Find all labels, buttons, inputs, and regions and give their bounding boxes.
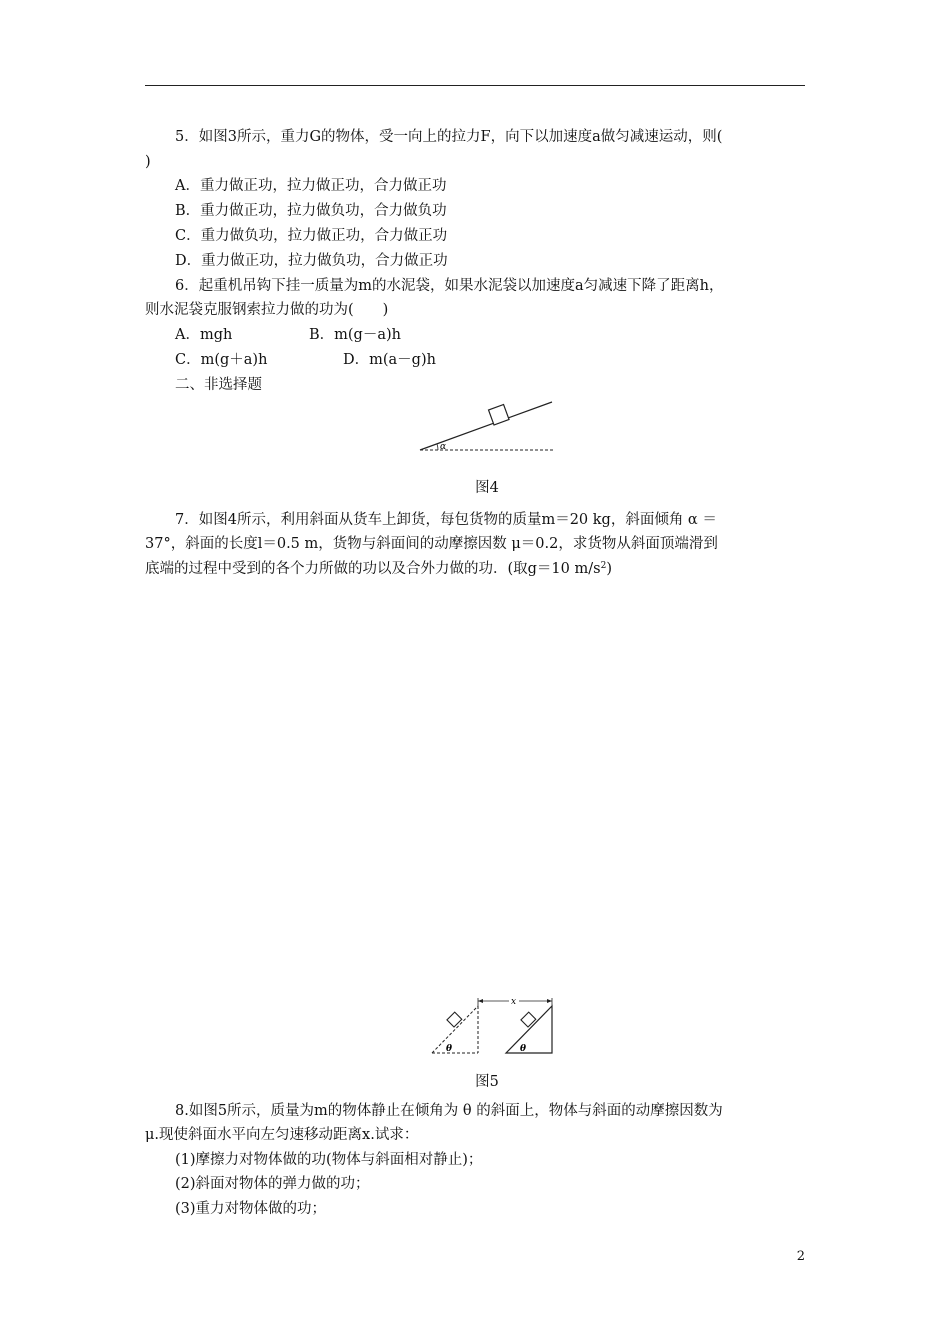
q8-item-1: (1)摩擦力对物体做的功(物体与斜面相对静止)； [175,1152,483,1168]
page-number: 2 [796,1249,805,1264]
q8-item-3: (3)重力对物体做的功； [175,1201,327,1217]
q7-line3-text: 底端的过程中受到的各个力所做的功以及合外力做的功．(取g＝10 m/s [145,561,601,577]
fig5-distance-label: x [511,997,517,1007]
q5-stem-line1: 5．如图3所示，重力G的物体，受一向上的拉力F，向下以加速度a做匀减速运动，则( [175,129,723,145]
figure-4-caption: 图4 [475,480,499,496]
q7-line3-end: ) [606,561,612,577]
q8-line2: μ.现使斜面水平向左匀速移动距离x.试求： [145,1127,419,1143]
q6-option-a: A．mgh [175,327,233,343]
figure-5-moving-incline [428,996,560,1058]
q5-option-d: D．重力做正功，拉力做负功，合力做正功 [175,253,448,269]
q5-stem-line2: ) [145,154,151,170]
q6-options-row1 [175,325,835,345]
q8-item-2: (2)斜面对物体的弹力做的功； [175,1176,370,1192]
figure-5-caption: 图5 [475,1074,499,1090]
q7-line2: 37°，斜面的长度l＝0.5 m，货物与斜面间的动摩擦因数 μ＝0.2，求货物从斜面顶端滑到 [145,536,718,552]
fig5-angle-right: θ [520,1044,527,1054]
q7-line3 [145,559,805,579]
q5-option-a: A．重力做正功，拉力做正功，合力做正功 [175,178,447,194]
q6-option-b: B．m(g－a)h [309,327,401,343]
section-heading: 二、非选择题 [175,377,262,393]
figure-4-incline [410,392,560,458]
q6-option-c: C．m(g＋a)h [175,352,268,368]
q6-stem-line1: 6．起重机吊钩下挂一质量为m的水泥袋，如果水泥袋以加速度a匀减速下降了距离h， [175,278,724,294]
q6-options-row2 [175,350,835,370]
q5-option-b: B．重力做正功，拉力做负功，合力做负功 [175,203,447,219]
q8-line1: 8.如图5所示，质量为m的物体静止在倾角为 θ 的斜面上，物体与斜面的动摩擦因数为 [175,1103,723,1119]
q7-line1: 7．如图4所示，利用斜面从货车上卸货，每包货物的质量m＝20 kg，斜面倾角 α ＝ [175,512,717,528]
header-rule [145,85,805,86]
fig5-angle-left: θ [446,1044,453,1054]
q7-line3-superscript: 2 [600,561,607,571]
q6-stem-line2: 则水泥袋克服钢索拉力做的功为( ) [145,302,389,318]
q6-option-d: D．m(a－g)h [343,352,436,368]
q5-option-c: C．重力做负功，拉力做正功，合力做正功 [175,228,448,244]
fig4-angle-label: α [440,442,447,452]
